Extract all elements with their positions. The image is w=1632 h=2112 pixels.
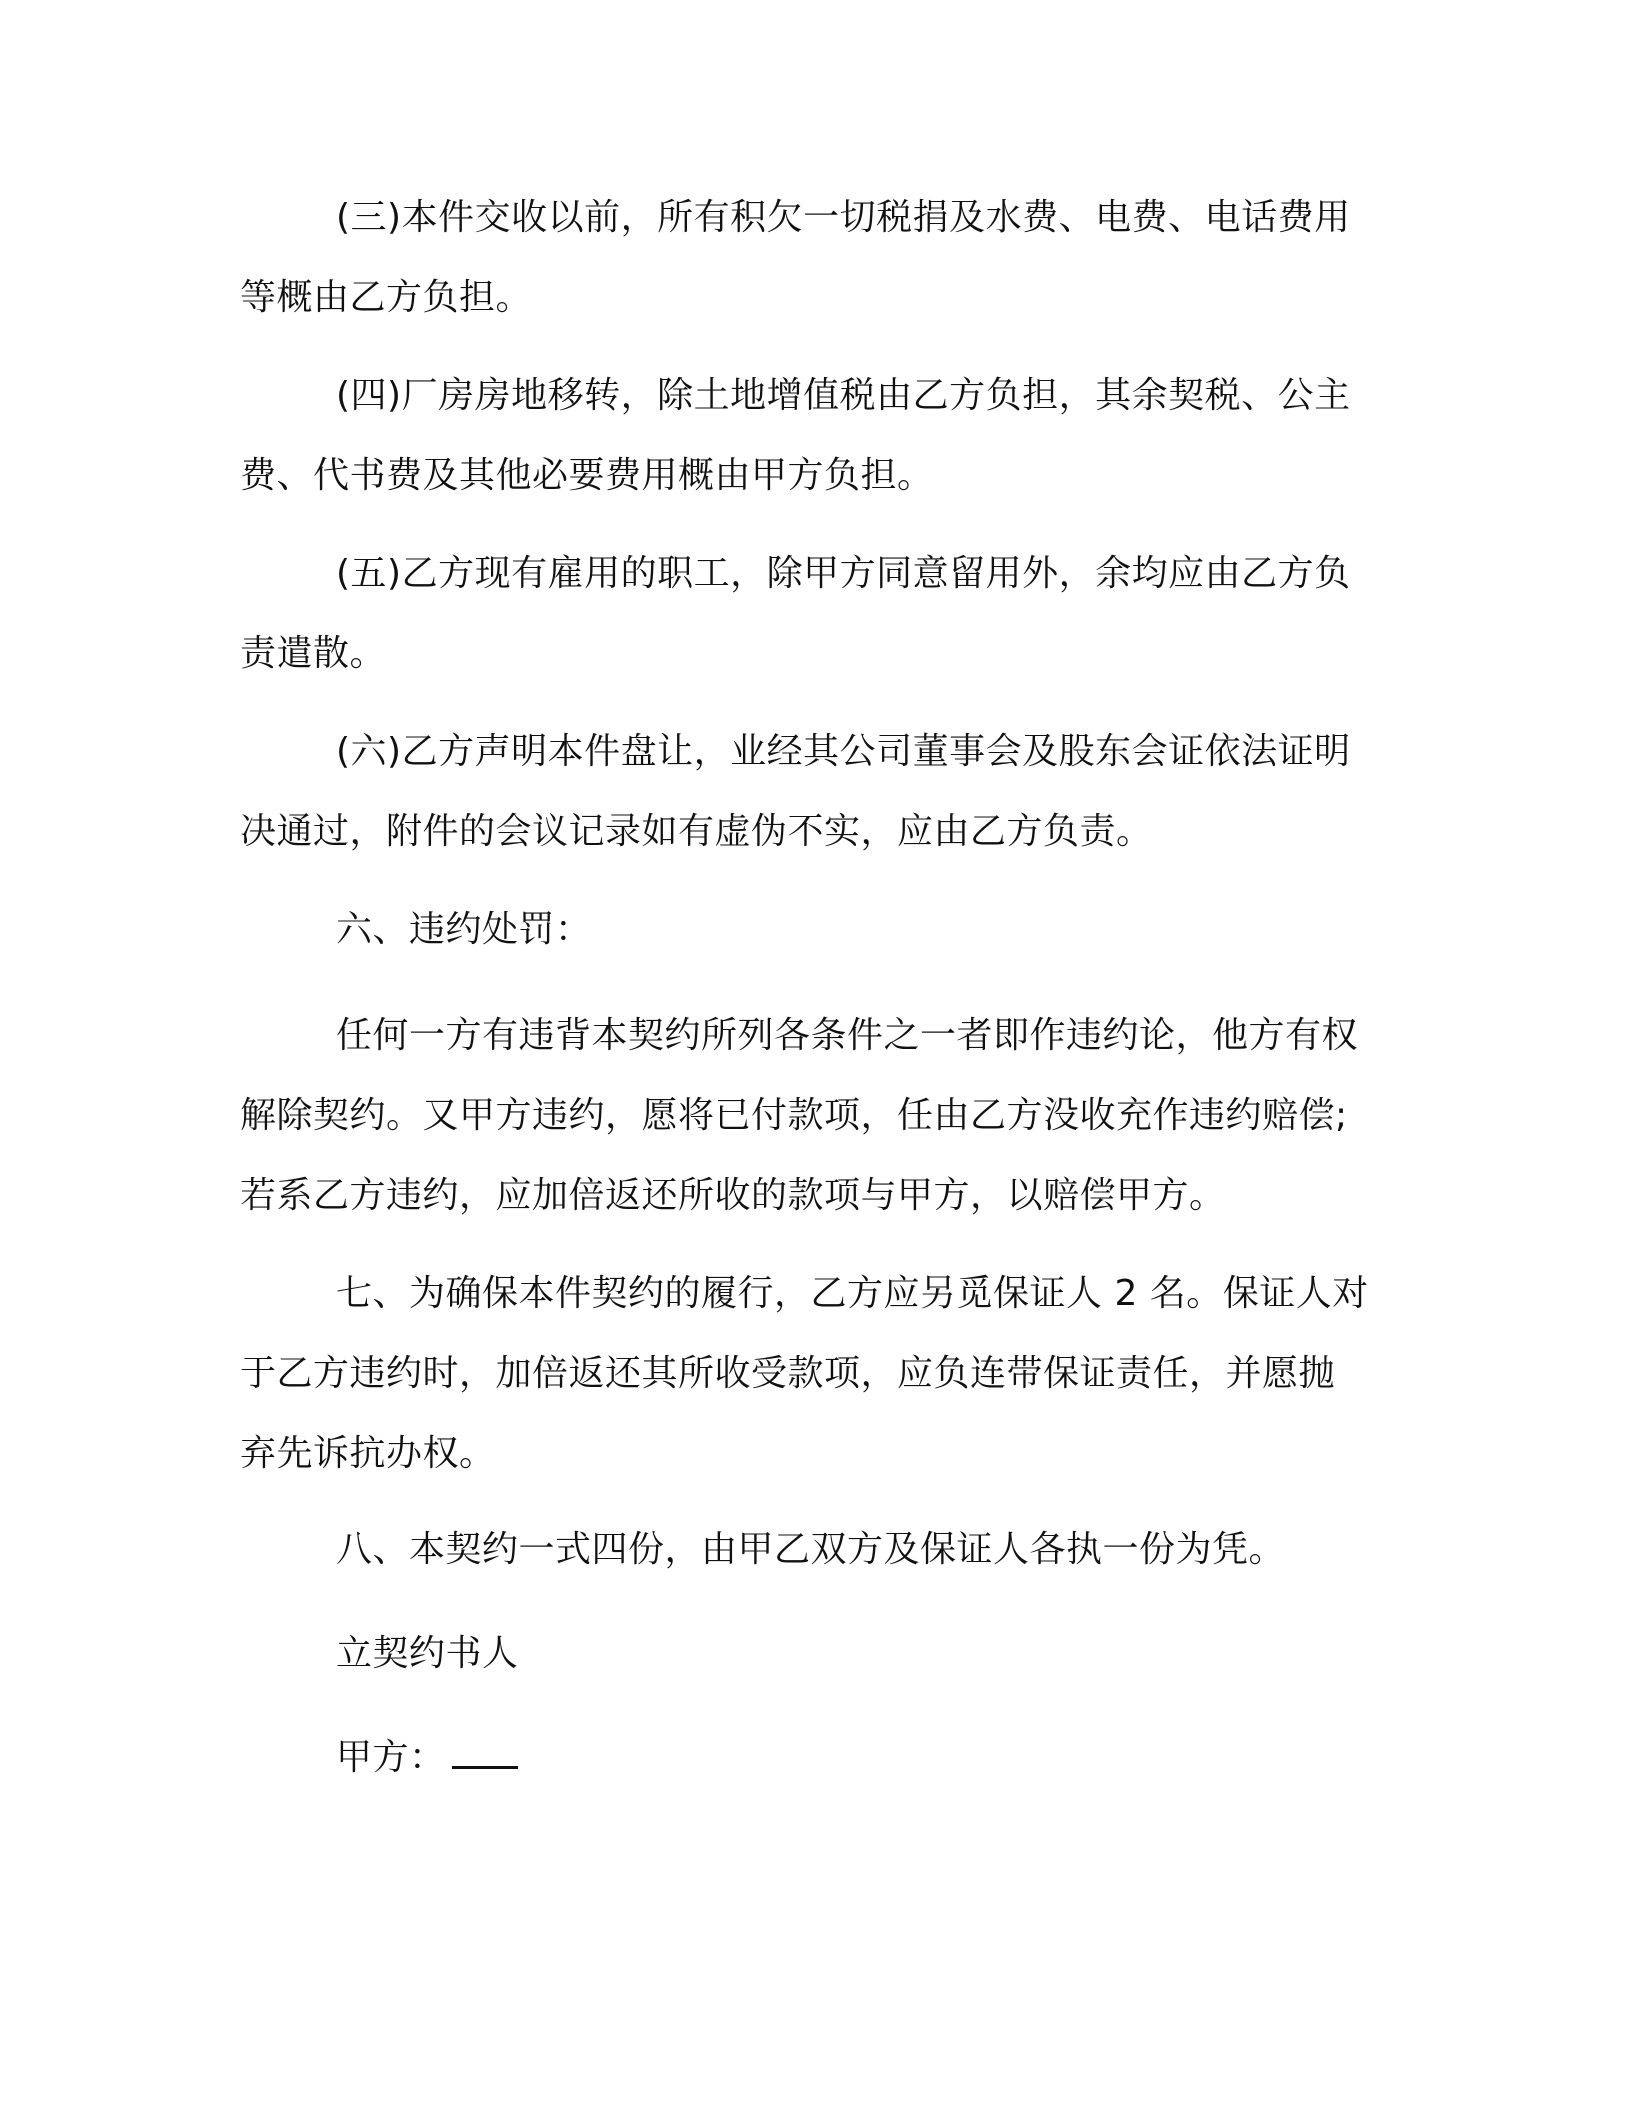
section-6-body [240, 996, 1380, 1236]
clause-4-line-1: (四)厂房房地移转，除土地增值税由乙方负担，其余契税、公主 [336, 375, 1351, 416]
party-a-line [240, 1718, 1380, 1798]
section-6-heading [240, 890, 1380, 970]
section-7-line-3: 弃先诉抗办权。 [240, 1433, 496, 1474]
section-6-body-line-2: 解除契约。又甲方违约，愿将已付款项，任由乙方没收充作违约赔偿; [240, 1095, 1348, 1136]
section-6-heading-text: 六、违约处罚： [336, 909, 592, 950]
section-6-body-line-1: 任何一方有违背本契约所列各条件之一者即作违约论，他方有权 [336, 1015, 1359, 1056]
clause-3 [240, 178, 1380, 338]
party-a-signature-blank [452, 1736, 518, 1769]
clause-3-line-2: 等概由乙方负担。 [240, 277, 533, 318]
section-7-line-2: 于乙方违约时，加倍返还其所收受款项，应负连带保证责任，并愿抛 [240, 1353, 1336, 1394]
signers-heading-text: 立契约书人 [336, 1633, 519, 1674]
clause-5-line-2: 责遣散。 [240, 633, 387, 674]
section-8-line-1: 八、本契约一式四份，由甲乙双方及保证人各执一份为凭。 [336, 1529, 1286, 1570]
section-7 [240, 1254, 1380, 1494]
clause-5 [240, 534, 1380, 694]
clause-6-line-1: (六)乙方声明本件盘让，业经其公司董事会及股东会证依法证明 [336, 731, 1351, 772]
section-7-line-1: 七、为确保本件契约的履行，乙方应另觅保证人 2 名。保证人对 [336, 1273, 1369, 1314]
clause-3-line-1: (三)本件交收以前，所有积欠一切税捐及水费、电费、电话费用 [336, 197, 1351, 238]
section-8 [240, 1510, 1380, 1590]
clause-6 [240, 712, 1380, 872]
party-a-label: 甲方： [336, 1737, 446, 1778]
party-a-row [240, 1718, 1380, 1798]
clause-6-line-2: 决通过，附件的会议记录如有虚伪不实，应由乙方负责。 [240, 811, 1153, 852]
clause-4-line-2: 费、代书费及其他必要费用概由甲方负担。 [240, 455, 934, 496]
signers-heading [240, 1614, 1380, 1694]
clause-5-line-1: (五)乙方现有雇用的职工，除甲方同意留用外，余均应由乙方负 [336, 553, 1351, 594]
section-6-body-line-3: 若系乙方违约，应加倍返还所收的款项与甲方，以赔偿甲方。 [240, 1175, 1226, 1216]
clause-4 [240, 356, 1380, 516]
